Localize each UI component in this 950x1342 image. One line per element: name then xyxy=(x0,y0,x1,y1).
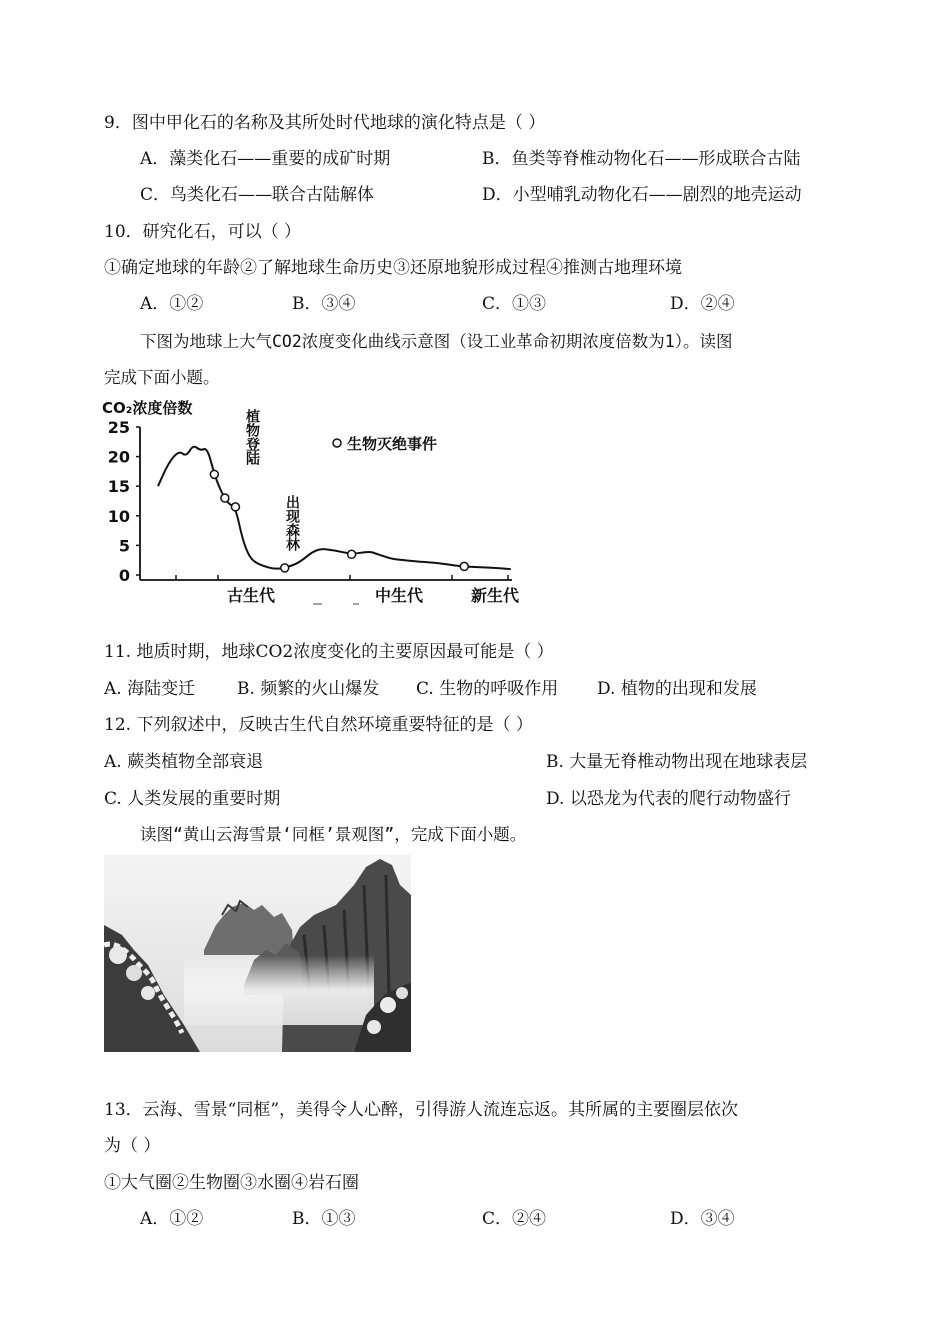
q10-items: ①确定地球的年龄②了解地球生命历史③还原地貌形成过程④推测古地理环境 xyxy=(104,258,682,278)
q9-option-d: D．小型哺乳动物化石——剧烈的地壳运动 xyxy=(482,185,802,205)
q13-items: ①大气圈②生物圈③水圈④岩石圈 xyxy=(104,1173,359,1193)
extinction-event-marker xyxy=(348,550,356,558)
era-label-paleozoic: 古生代 xyxy=(227,586,276,605)
extinction-event-marker xyxy=(231,503,239,511)
q13-option-a: A．①② xyxy=(140,1209,204,1229)
era-label-mesozoic: 中生代 xyxy=(375,586,424,605)
extinction-event-marker xyxy=(210,470,218,478)
legend-label: 生物灭绝事件 xyxy=(347,435,438,453)
extinction-event-marker xyxy=(281,564,289,572)
y-tick-label: 20 xyxy=(107,447,130,467)
q13-option-d: D．③④ xyxy=(670,1209,735,1229)
y-tick-label: 5 xyxy=(118,536,130,556)
co2-chart xyxy=(100,395,560,610)
q12-option-d: D. 以恐龙为代表的爬行动物盛行 xyxy=(546,789,791,809)
q9-option-b: B．鱼类等脊椎动物化石——形成联合古陆 xyxy=(482,149,801,169)
q12-option-a: A. 蕨类植物全部衰退 xyxy=(104,752,264,772)
chart-intro-line2: 完成下面小题。 xyxy=(104,368,220,387)
q13-stem-line1: 13．云海、雪景“同框”，美得令人心醉，引得游人流连忘返。其所属的主要圈层依次 xyxy=(104,1100,739,1120)
era-label-cenozoic: 新生代 xyxy=(471,586,520,605)
q13-option-b: B．①③ xyxy=(292,1209,356,1229)
q11-option-a: A. 海陆变迁 xyxy=(104,679,196,699)
q10-option-b: B．③④ xyxy=(292,294,356,314)
q10-option-a: A．①② xyxy=(140,294,204,314)
q9-stem: 9．图中甲化石的名称及其所处时代地球的演化特点是（ ） xyxy=(104,113,546,133)
q10-option-d: D．②④ xyxy=(670,294,735,314)
q9-option-a: A．藻类化石——重要的成矿时期 xyxy=(140,149,391,169)
q11-stem: 11. 地质时期，地球CO2浓度变化的主要原因最可能是（ ） xyxy=(104,642,554,662)
y-tick-label: 25 xyxy=(107,418,130,437)
q12-option-c: C. 人类发展的重要时期 xyxy=(104,789,281,809)
chart-intro-line1: 下图为地球上大气CO2浓度变化曲线示意图（设工业革命初期浓度倍数为1）。读图 xyxy=(140,332,733,351)
photo-intro: 读图“黄山云海雪景‘同框’景观图”，完成下面小题。 xyxy=(140,825,527,844)
q10-option-c: C．①③ xyxy=(482,294,547,314)
y-tick-label: 0 xyxy=(118,566,130,585)
y-tick-label: 10 xyxy=(107,506,130,526)
q11-option-c: C. 生物的呼吸作用 xyxy=(416,679,559,699)
chart-title: CO₂浓度倍数 xyxy=(102,399,193,417)
y-tick-label: 15 xyxy=(107,477,130,497)
annotation-forest-appears: 出现森林 xyxy=(284,495,300,551)
q11-option-d: D. 植物的出现和发展 xyxy=(597,679,757,699)
q13-option-c: C．②④ xyxy=(482,1209,547,1229)
legend-marker-icon xyxy=(333,439,341,447)
extinction-event-marker xyxy=(221,494,229,502)
q9-option-c: C．鸟类化石——联合古陆解体 xyxy=(140,185,375,205)
q12-stem: 12. 下列叙述中，反映古生代自然环境重要特征的是（ ） xyxy=(104,715,533,735)
annotation-plants-landing: 植物登陆 xyxy=(244,409,260,465)
q11-option-b: B. 频繁的火山爆发 xyxy=(237,679,380,699)
huangshan-landscape-image xyxy=(104,855,411,1052)
q10-stem: 10．研究化石，可以（ ） xyxy=(104,222,302,242)
q13-stem-line2: 为（ ） xyxy=(104,1136,161,1156)
co2-series-line xyxy=(158,447,510,569)
q12-option-b: B. 大量无脊椎动物出现在地球表层 xyxy=(546,752,808,772)
extinction-event-marker xyxy=(460,562,468,570)
